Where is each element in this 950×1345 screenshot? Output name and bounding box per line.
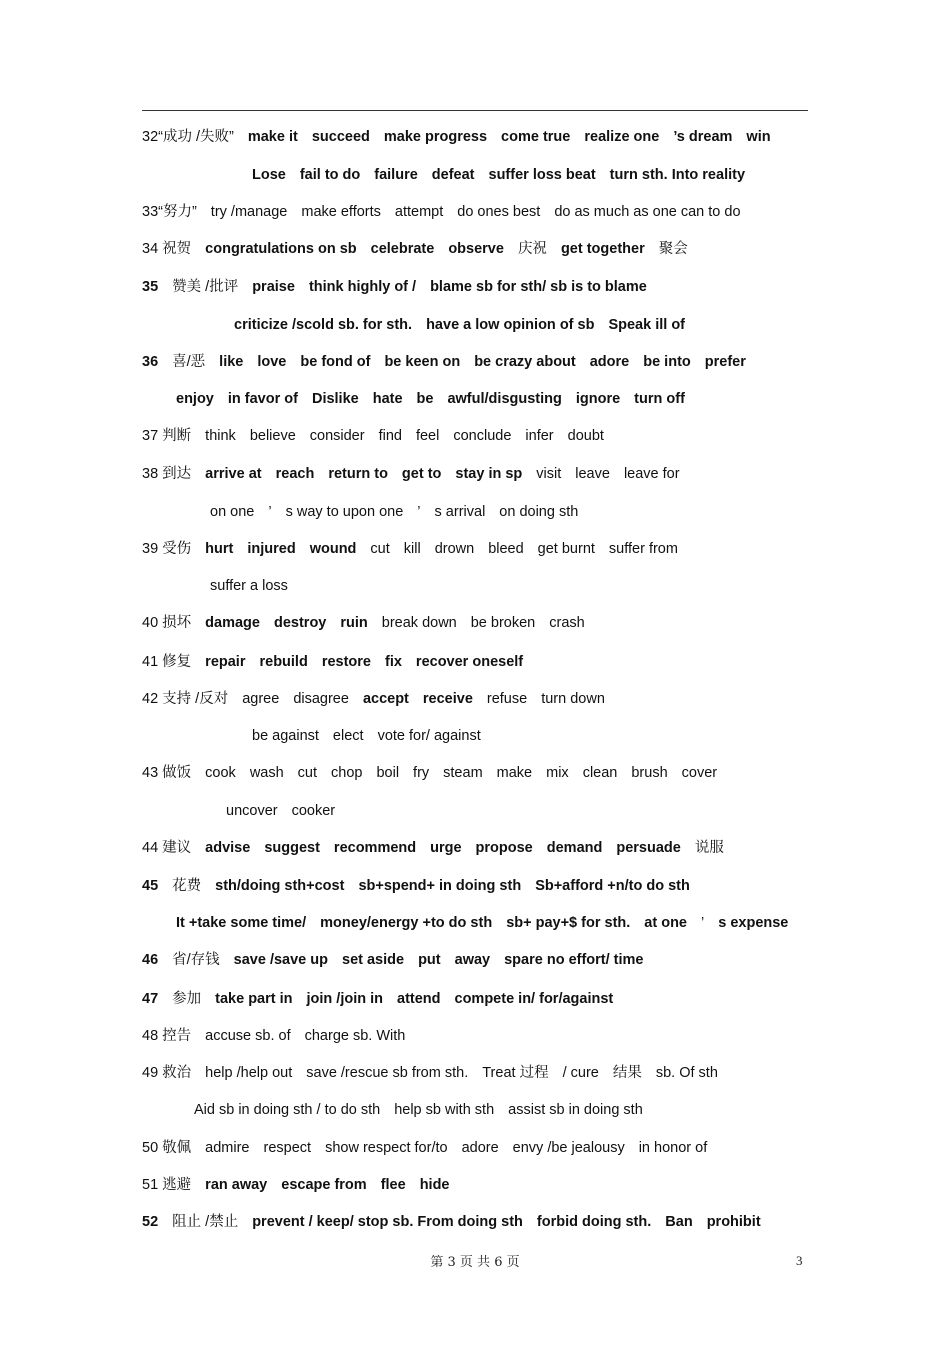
vocab-line: [142, 500, 850, 524]
vocab-term: find: [378, 428, 402, 444]
vocab-term: leave for: [623, 466, 680, 482]
vocab-term: ’: [268, 504, 272, 520]
vocab-line: [142, 874, 850, 898]
vocab-term: succeed: [311, 129, 370, 145]
entry-heading: 46: [142, 952, 159, 968]
vocab-term: spare no effort/ time: [504, 952, 644, 968]
vocab-term: defeat: [431, 167, 475, 183]
vocab-term: leave: [575, 466, 610, 482]
vocab-line: [142, 237, 850, 261]
vocab-term: save /save up: [233, 952, 328, 968]
vocab-term: 喜/恶: [172, 354, 206, 370]
vocab-term: make efforts: [301, 204, 381, 220]
entry-heading: 34 祝贺: [142, 241, 192, 257]
vocab-line: [142, 275, 850, 299]
vocab-term: ’: [701, 915, 705, 931]
vocab-term: Lose: [252, 167, 286, 183]
vocab-term: sb+spend+ in doing sth: [358, 878, 522, 894]
entry-heading: 49 救治: [142, 1065, 192, 1081]
vocab-term: take part in: [215, 991, 293, 1007]
vocab-term: damage: [205, 615, 260, 631]
vocab-line: [142, 1024, 850, 1048]
vocab-term: make progress: [383, 129, 488, 145]
vocab-term: admire: [205, 1140, 250, 1156]
vocab-term: away: [454, 952, 491, 968]
vocab-term: money/energy +to do sth: [320, 915, 493, 931]
vocab-term: ignore: [575, 391, 621, 407]
entry-heading: 32“成功 /失败”: [142, 129, 234, 145]
vocab-term: think highly of /: [308, 279, 417, 295]
vocab-term: be fond of: [300, 354, 371, 370]
entry-heading: 50 敬佩: [142, 1140, 192, 1156]
entry-heading: 52: [142, 1214, 159, 1230]
vocab-term: 赞美 /批评: [172, 279, 239, 295]
vocab-line: [142, 650, 850, 674]
vocab-term: agree: [242, 691, 280, 707]
vocab-term: kill: [403, 541, 421, 557]
vocab-term: break down: [381, 615, 457, 631]
vocab-term: get burnt: [537, 541, 595, 557]
entry-heading: 42 支持 /反对: [142, 691, 229, 707]
vocab-term: believe: [249, 428, 296, 444]
vocab-term: doubt: [567, 428, 604, 444]
vocab-term: be crazy about: [474, 354, 576, 370]
vocab-line: [142, 537, 850, 561]
vocab-line: [142, 724, 850, 748]
entry-heading: 39 受伤: [142, 541, 192, 557]
vocab-term: attend: [397, 991, 441, 1007]
vocab-term: wound: [309, 541, 357, 557]
vocab-term: recommend: [333, 840, 417, 856]
vocab-line: [142, 424, 850, 448]
vocab-term: compete in/ for/against: [454, 991, 614, 1007]
vocab-term: ’s dream: [673, 129, 733, 145]
vocab-term: flee: [380, 1177, 406, 1193]
vocab-term: turn off: [634, 391, 685, 407]
entry-heading: 51 逃避: [142, 1177, 192, 1193]
vocab-term: 阻止 /禁止: [172, 1214, 239, 1230]
vocab-line: [142, 836, 850, 860]
vocab-term: ran away: [205, 1177, 268, 1193]
vocab-term: ruin: [340, 615, 368, 631]
vocab-term: urge: [430, 840, 462, 856]
vocab-term: get together: [560, 241, 645, 257]
vocab-term: Ban: [665, 1214, 693, 1230]
vocab-term: enjoy: [176, 391, 214, 407]
vocab-term: put: [418, 952, 441, 968]
vocab-term: return to: [328, 466, 388, 482]
vocab-term: 省/存钱: [172, 952, 220, 968]
entry-heading: 37 判断: [142, 428, 192, 444]
vocab-term: realize one: [584, 129, 660, 145]
vocab-term: on doing sth: [499, 504, 579, 520]
entry-heading: 38 到达: [142, 466, 192, 482]
page-number: 3: [796, 1253, 803, 1268]
vocab-term: at one: [644, 915, 687, 931]
vocab-term: cooker: [291, 803, 336, 819]
vocab-term: accuse sb. of: [205, 1028, 291, 1044]
vocab-term: suggest: [264, 840, 320, 856]
vocab-term: suffer loss beat: [488, 167, 596, 183]
vocab-line: [142, 462, 850, 486]
vocab-term: wash: [249, 765, 284, 781]
vocab-term: / cure: [562, 1065, 599, 1081]
vocab-term: escape from: [281, 1177, 367, 1193]
vocab-term: help sb with sth: [394, 1102, 495, 1118]
vocab-line: [142, 948, 850, 972]
vocab-term: celebrate: [370, 241, 435, 257]
vocab-term: injured: [247, 541, 296, 557]
vocab-term: make: [496, 765, 533, 781]
vocab-term: destroy: [273, 615, 327, 631]
vocab-term: cut: [370, 541, 390, 557]
vocab-line: [142, 1136, 850, 1160]
vocab-term: feel: [415, 428, 440, 444]
vocab-line: [142, 163, 850, 187]
vocab-term: consider: [309, 428, 365, 444]
vocab-term: stay in sp: [455, 466, 523, 482]
vocab-line: [142, 1210, 850, 1234]
entry-heading: 45: [142, 878, 159, 894]
vocab-term: have a low opinion of sb: [426, 317, 595, 333]
vocab-term: set aside: [342, 952, 405, 968]
vocab-term: infer: [525, 428, 554, 444]
vocab-term: forbid doing sth.: [536, 1214, 652, 1230]
vocab-term: turn down: [541, 691, 605, 707]
vocab-term: 参加: [172, 991, 202, 1007]
header-rule: [142, 110, 808, 111]
vocab-term: adore: [589, 354, 630, 370]
vocab-term: clean: [582, 765, 618, 781]
vocab-term: think: [205, 428, 236, 444]
vocab-term: vote for/ against: [377, 728, 481, 744]
vocab-term: get to: [401, 466, 442, 482]
vocab-term: blame sb for sth/ sb is to blame: [430, 279, 647, 295]
vocab-line: [142, 574, 850, 598]
vocab-term: ’: [417, 504, 421, 520]
vocab-term: like: [219, 354, 244, 370]
entry-heading: 48 控告: [142, 1028, 192, 1044]
vocab-term: cover: [681, 765, 718, 781]
entry-heading: 44 建议: [142, 840, 192, 856]
vocab-term: s way to upon one: [285, 504, 404, 520]
vocab-term: be into: [643, 354, 691, 370]
vocab-term: come true: [501, 129, 571, 145]
vocab-term: awful/disgusting: [447, 391, 562, 407]
vocab-term: adore: [461, 1140, 499, 1156]
page-footer: 第 3 页 共 6 页: [430, 1255, 520, 1270]
vocab-term: in honor of: [638, 1140, 708, 1156]
vocab-term: join /join in: [306, 991, 384, 1007]
vocab-line: [142, 799, 850, 823]
entry-heading: 43 做饭: [142, 765, 192, 781]
vocab-term: congratulations on sb: [205, 241, 357, 257]
entry-heading: 47: [142, 991, 159, 1007]
vocab-term: bleed: [488, 541, 524, 557]
vocab-line: [142, 1173, 850, 1197]
vocab-term: rebuild: [259, 654, 308, 670]
vocab-term: boil: [376, 765, 400, 781]
vocab-term: receive: [422, 691, 473, 707]
vocab-term: advise: [205, 840, 251, 856]
vocab-term: It +take some time/: [176, 915, 307, 931]
vocab-term: brush: [631, 765, 668, 781]
vocab-term: sth/doing sth+cost: [215, 878, 345, 894]
vocab-term: assist sb in doing sth: [508, 1102, 643, 1118]
vocab-term: hide: [419, 1177, 450, 1193]
vocab-term: suffer from: [608, 541, 678, 557]
vocab-term: be keen on: [384, 354, 461, 370]
vocab-term: disagree: [293, 691, 349, 707]
vocab-term: prevent / keep/ stop sb. From doing sth: [252, 1214, 523, 1230]
vocab-term: mix: [546, 765, 569, 781]
vocab-term: suffer a loss: [210, 578, 288, 594]
vocab-line: [142, 761, 850, 785]
vocab-line: [142, 387, 850, 411]
vocab-term: do as much as one can to do: [554, 204, 741, 220]
vocab-term: on one: [210, 504, 255, 520]
vocab-line: [142, 125, 850, 149]
vocab-term: crash: [549, 615, 585, 631]
vocab-line: [142, 200, 850, 224]
vocab-term: s arrival: [434, 504, 486, 520]
vocab-term: hurt: [205, 541, 234, 557]
vocab-term: in favor of: [227, 391, 298, 407]
vocab-term: Aid sb in doing sth / to do sth: [194, 1102, 381, 1118]
vocab-term: criticize /scold sb. for sth.: [234, 317, 413, 333]
vocab-term: fix: [385, 654, 402, 670]
vocab-term: failure: [374, 167, 418, 183]
vocab-term: reach: [275, 466, 315, 482]
vocab-term: be: [416, 391, 434, 407]
vocab-term: love: [257, 354, 287, 370]
vocab-term: fry: [413, 765, 430, 781]
vocab-term: observe: [448, 241, 504, 257]
vocab-term: steam: [443, 765, 483, 781]
entry-heading: 41 修复: [142, 654, 192, 670]
vocab-term: 结果: [612, 1065, 642, 1081]
vocab-term: make it: [247, 129, 298, 145]
vocab-term: be against: [252, 728, 319, 744]
vocab-term: propose: [475, 840, 533, 856]
vocab-term: s expense: [718, 915, 789, 931]
vocab-term: hate: [372, 391, 403, 407]
vocab-term: Sb+afford +n/to do sth: [535, 878, 690, 894]
vocab-term: fail to do: [299, 167, 361, 183]
vocab-term: Dislike: [311, 391, 359, 407]
vocab-term: accept: [362, 691, 409, 707]
vocab-term: repair: [205, 654, 246, 670]
vocab-term: charge sb. With: [304, 1028, 406, 1044]
vocab-term: conclude: [453, 428, 512, 444]
vocab-term: recover oneself: [415, 654, 524, 670]
vocab-term: be broken: [470, 615, 536, 631]
vocab-term: cook: [205, 765, 236, 781]
vocab-line: [142, 350, 850, 374]
vocab-term: do ones best: [457, 204, 541, 220]
vocab-term: help /help out: [205, 1065, 293, 1081]
vocab-term: Treat 过程: [482, 1065, 549, 1081]
vocab-line: [142, 313, 850, 337]
vocab-line: [142, 611, 850, 635]
vocab-term: praise: [252, 279, 295, 295]
vocab-term: prefer: [704, 354, 746, 370]
vocab-term: demand: [546, 840, 603, 856]
vocab-term: refuse: [486, 691, 528, 707]
vocab-line: [142, 987, 850, 1011]
vocab-term: 花费: [172, 878, 202, 894]
vocab-term: sb. Of sth: [655, 1065, 718, 1081]
vocab-term: sb+ pay+$ for sth.: [506, 915, 631, 931]
entry-heading: 35: [142, 279, 159, 295]
vocab-term: cut: [297, 765, 318, 781]
vocab-term: envy /be jealousy: [512, 1140, 625, 1156]
vocab-term: turn sth. Into reality: [609, 167, 746, 183]
vocab-term: try /manage: [210, 204, 288, 220]
vocab-term: respect: [263, 1140, 312, 1156]
entry-heading: 36: [142, 354, 159, 370]
vocab-term: visit: [536, 466, 562, 482]
vocab-term: show respect for/to: [325, 1140, 448, 1156]
vocab-line: [142, 687, 850, 711]
vocab-term: drown: [434, 541, 475, 557]
vocab-term: 说服: [694, 840, 724, 856]
vocab-term: elect: [332, 728, 364, 744]
vocab-term: Speak ill of: [608, 317, 686, 333]
vocab-term: persuade: [616, 840, 681, 856]
vocab-line: [142, 1061, 850, 1085]
vocab-term: arrive at: [205, 466, 262, 482]
vocab-term: 聚会: [658, 241, 688, 257]
vocab-line: [142, 911, 850, 935]
vocab-line: [142, 1098, 850, 1122]
entry-heading: 33“努力”: [142, 204, 197, 220]
vocab-term: prohibit: [706, 1214, 761, 1230]
vocab-term: attempt: [394, 204, 444, 220]
entry-heading: 40 损坏: [142, 615, 192, 631]
vocab-term: win: [746, 129, 771, 145]
vocab-term: 庆祝: [517, 241, 547, 257]
vocab-term: save /rescue sb from sth.: [306, 1065, 469, 1081]
vocab-term: restore: [321, 654, 371, 670]
vocab-term: uncover: [226, 803, 278, 819]
vocab-term: chop: [331, 765, 363, 781]
